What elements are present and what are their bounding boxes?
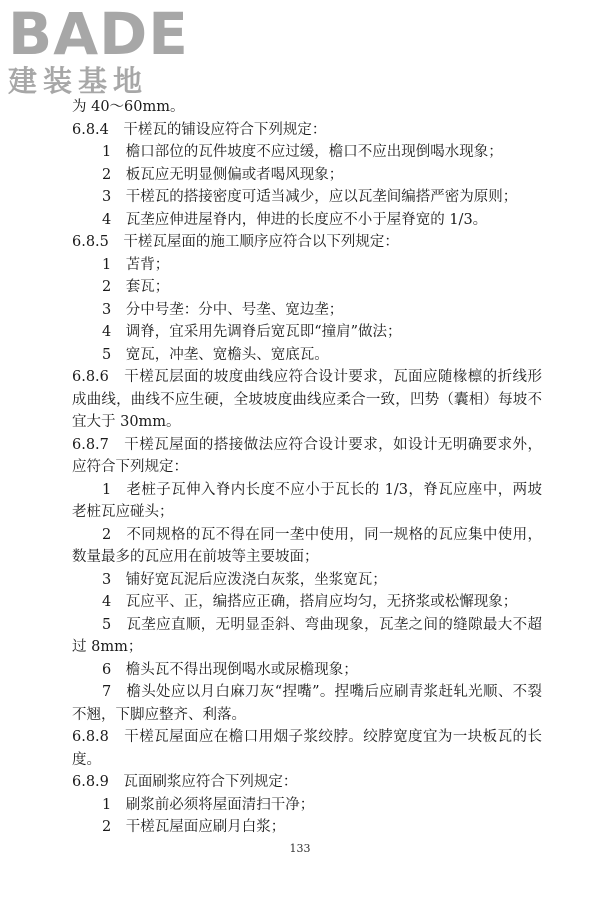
list-item: 1 老桩子瓦伸入脊内长度不应小于瓦长的 1/3，脊瓦应座中，两坡老桩瓦应碰头； xyxy=(72,481,542,520)
brand-logo xyxy=(8,0,189,102)
list-item: 2 板瓦应无明显侧偏或者喝风现象； xyxy=(102,166,344,183)
text-line: 为 40～60mm。 xyxy=(72,99,185,115)
list-item: 3 分中号垄：分中、号垄、宽边垄； xyxy=(102,301,344,318)
list-item: 6 檐头瓦不得出现倒喝水或尿檐现象； xyxy=(102,661,358,678)
list-item: 2 不同规格的瓦不得在同一垄中使用，同一规格的瓦应集中使用，数量最多的瓦应用在前坡等主要坡面； xyxy=(72,526,542,565)
clause-heading: 6.8.5 干槎瓦屋面的施工顺序应符合以下列规定： xyxy=(72,234,399,250)
list-item: 5 瓦垄应直顺，无明显歪斜、弯曲现象，瓦垄之间的缝隙最大不超过 8mm； xyxy=(72,616,542,655)
list-item: 3 干槎瓦的搭接密度可适当减少，应以瓦垄间编搭严密为原则； xyxy=(102,189,518,205)
document-body xyxy=(72,96,542,839)
page-number: 133 xyxy=(289,842,311,855)
clause-heading: 6.8.4 干槎瓦的铺设应符合下列规定： xyxy=(72,121,327,138)
list-item: 4 瓦垄应伸进屋脊内，伸进的长度应不小于屋脊宽的 1/3。 xyxy=(102,211,488,228)
list-item: 4 瓦应平、正，编搭应正确，搭肩应均匀，无挤浆或松懈现象； xyxy=(102,594,518,610)
list-item: 1 檐口部位的瓦件坡度不应过缓，檐口不应出现倒喝水现象； xyxy=(102,144,503,160)
list-item: 7 檐头处应以月白麻刀灰“捏嘴”。捏嘴后应刷青浆赶轧光顺、不裂不翘，下脚应整齐、利落。 xyxy=(72,684,542,723)
clause-paragraph: 6.8.7 干槎瓦屋面的搭接做法应符合设计要求，如设计无明确要求外，应符合下列规定： xyxy=(72,436,542,475)
logo-brand-text: BADE xyxy=(8,0,189,68)
list-item: 4 调脊，宜采用先调脊后宽瓦即“撞肩”做法； xyxy=(102,324,402,340)
clause-paragraph: 6.8.8 干槎瓦屋面应在檐口用烟子浆绞脖。绞脖宽度宜为一块板瓦的长度。 xyxy=(72,729,542,768)
list-item: 3 铺好宽瓦泥后应泼浇白灰浆，坐浆宽瓦； xyxy=(102,571,387,588)
list-item: 1 苫背； xyxy=(102,256,170,273)
list-item: 5 宽瓦，冲垄、宽檐头、宽底瓦。 xyxy=(102,346,329,363)
list-item: 1 刷浆前必须将屋面清扫干净； xyxy=(102,796,315,813)
list-item: 2 干槎瓦屋面应刷月白浆； xyxy=(102,819,286,835)
list-item: 2 套瓦； xyxy=(102,279,170,295)
logo-subtitle: 建装基地 xyxy=(8,64,149,98)
clause-heading: 6.8.9 瓦面刷浆应符合下列规定： xyxy=(72,774,298,790)
clause-paragraph: 6.8.6 干槎瓦层面的坡度曲线应符合设计要求，瓦面应随椽檩的折线形成曲线，曲线不应生硬，全坡坡度曲线应柔合一致，凹势（囊相）每坡不宜大于 30mm。 xyxy=(72,369,542,430)
